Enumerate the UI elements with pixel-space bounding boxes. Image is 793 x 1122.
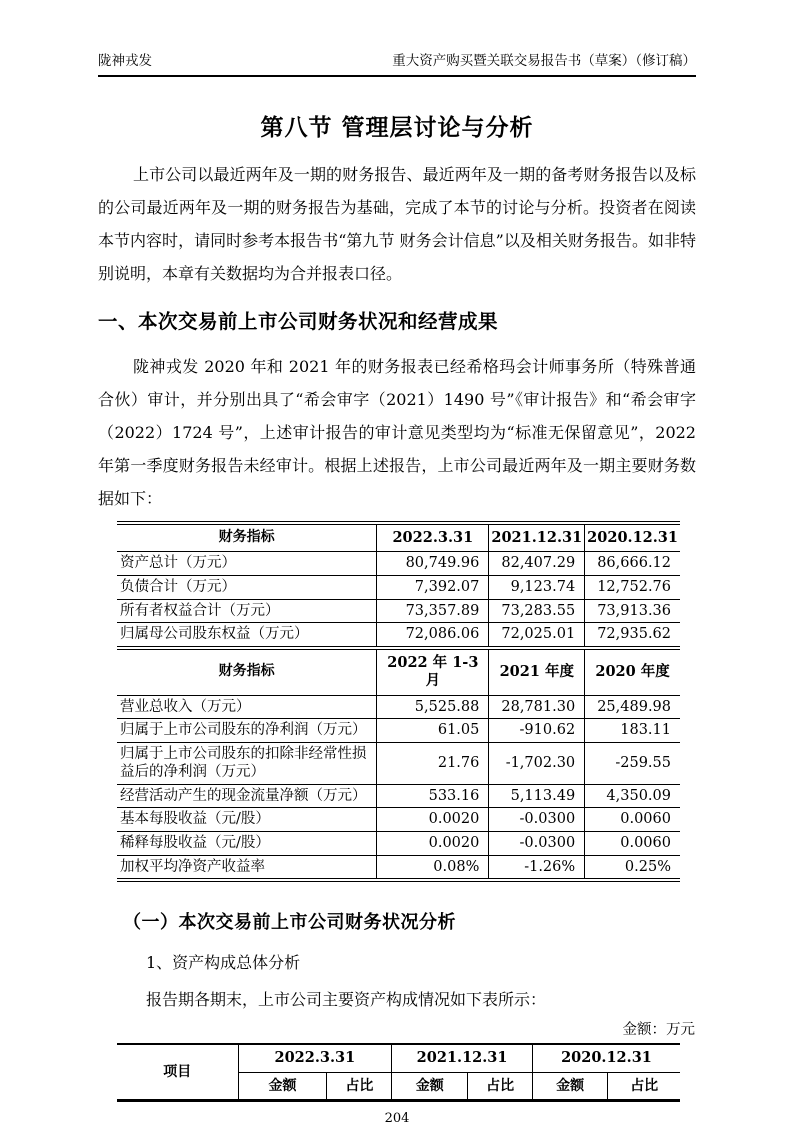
- row-value: -1,702.30: [489, 742, 585, 784]
- row-value: 533.16: [377, 784, 489, 808]
- row-value: 86,666.12: [585, 552, 680, 576]
- row-label: 经营活动产生的现金流量净额（万元）: [117, 784, 377, 808]
- column-header: 2022 年 1-3 月: [377, 648, 489, 696]
- row-value: 0.0020: [377, 808, 489, 832]
- table-row: [117, 552, 680, 576]
- row-label: 归属于上市公司股东的扣除非经常性损益后的净利润（万元）: [117, 742, 377, 784]
- column-header: 2020.12.31: [532, 1044, 680, 1072]
- row-value: 61.05: [377, 719, 489, 743]
- subsection-heading: （一）本次交易前上市公司财务状况分析: [123, 912, 456, 934]
- row-value: 0.0060: [585, 832, 680, 856]
- table-row: [117, 832, 680, 856]
- table-row: [117, 623, 680, 648]
- row-value: 4,350.09: [585, 784, 680, 808]
- row-value: 28,781.30: [489, 695, 585, 719]
- column-header: 项目: [117, 1044, 238, 1101]
- row-value: 73,283.55: [489, 599, 585, 623]
- intro-paragraph: 上市公司以最近两年及一期的财务报告、最近两年及一期的备考财务报告以及标的公司最近两年及一期的财务报告为基础，完成了本节的讨论与分析。投资者在阅读本节内容时，请同时参考本报告书“第九节 财务会计信息”以及相关财务报告。如非特别说明，本章有关数据均为合并报表口径。: [98, 164, 696, 283]
- row-value: -259.55: [585, 742, 680, 784]
- financial-summary-table: [117, 521, 680, 882]
- row-value: 12,752.76: [585, 575, 680, 599]
- row-value: 9,123.74: [489, 575, 585, 599]
- row-value: 5,113.49: [489, 784, 585, 808]
- column-header: 2020 年度: [585, 648, 680, 696]
- column-header: 财务指标: [117, 648, 377, 696]
- row-value: 0.0060: [585, 808, 680, 832]
- column-subheader: 金额: [392, 1072, 468, 1100]
- column-header: 2021 年度: [489, 648, 585, 696]
- table-row: [117, 719, 680, 743]
- row-value: 72,086.06: [377, 623, 489, 648]
- table-header-row: [117, 523, 680, 552]
- row-value: 0.25%: [585, 855, 680, 880]
- row-value: -0.0300: [489, 808, 585, 832]
- chapter-title: 第八节 管理层讨论与分析: [260, 114, 534, 141]
- table-header-row: [117, 1044, 680, 1072]
- table-row: [117, 575, 680, 599]
- section-heading: 一、本次交易前上市公司财务状况和经营成果: [98, 309, 499, 333]
- row-label: 归属母公司股东权益（万元）: [117, 623, 377, 648]
- row-value: -0.0300: [489, 832, 585, 856]
- row-label: 基本每股收益（元/股）: [117, 808, 377, 832]
- numbered-item: 1、资产构成总体分析: [146, 953, 301, 973]
- header-doc-title: 重大资产购买暨关联交易报告书（草案）（修订稿）: [392, 53, 696, 69]
- header-company-name: 陇神戎发: [98, 53, 152, 69]
- row-value: 82,407.29: [489, 552, 585, 576]
- column-subheader: 金额: [238, 1072, 327, 1100]
- section-paragraph: 陇神戎发 2020 年和 2021 年的财务报表已经希格玛会计师事务所（特殊普通合伙）审计，并分别出具了“希会审字（2021）1490 号”《审计报告》和“希会审字（2022）1724 号”，上述审计报告的审计意见类型均为“标准无保留意见”，2022 年第一季度财务报告未经审计。根据上述报告，上市公司最近两年及一期主要财务数据如下：: [98, 356, 696, 508]
- row-value: -910.62: [489, 719, 585, 743]
- table-row: [117, 855, 680, 880]
- table-row: [117, 742, 680, 784]
- row-label: 稀释每股收益（元/股）: [117, 832, 377, 856]
- asset-structure-table: [117, 1043, 680, 1102]
- row-label: 负债合计（万元）: [117, 575, 377, 599]
- row-value: 80,749.96: [377, 552, 489, 576]
- column-header: 2022.3.31: [377, 523, 489, 552]
- table-row: [117, 599, 680, 623]
- row-value: 7,392.07: [377, 575, 489, 599]
- column-subheader: 金额: [532, 1072, 607, 1100]
- column-header: 2021.12.31: [489, 523, 585, 552]
- row-label: 所有者权益合计（万元）: [117, 599, 377, 623]
- table-row: [117, 808, 680, 832]
- row-value: 0.0020: [377, 832, 489, 856]
- column-header: 财务指标: [117, 523, 377, 552]
- row-value: 73,913.36: [585, 599, 680, 623]
- row-label: 营业总收入（万元）: [117, 695, 377, 719]
- row-value: 183.11: [585, 719, 680, 743]
- row-label: 归属于上市公司股东的净利润（万元）: [117, 719, 377, 743]
- row-value: 73,357.89: [377, 599, 489, 623]
- table-row: [117, 784, 680, 808]
- row-value: 25,489.98: [585, 695, 680, 719]
- column-header: 2022.3.31: [238, 1044, 392, 1072]
- row-value: 0.08%: [377, 855, 489, 880]
- page-number: 204: [384, 1111, 410, 1122]
- column-subheader: 占比: [327, 1072, 392, 1100]
- row-value: -1.26%: [489, 855, 585, 880]
- row-label: 加权平均净资产收益率: [117, 855, 377, 880]
- row-label: 资产总计（万元）: [117, 552, 377, 576]
- table-row: [117, 695, 680, 719]
- row-value: 72,025.01: [489, 623, 585, 648]
- column-header: 2021.12.31: [392, 1044, 533, 1072]
- table-header-row: [117, 648, 680, 696]
- page-header: [98, 52, 696, 77]
- unit-note: 金额：万元: [622, 1022, 695, 1039]
- row-value: 72,935.62: [585, 623, 680, 648]
- column-header: 2020.12.31: [585, 523, 680, 552]
- column-subheader: 占比: [468, 1072, 533, 1100]
- row-value: 5,525.88: [377, 695, 489, 719]
- table-intro-paragraph: 报告期各期末，上市公司主要资产构成情况如下表所示：: [146, 990, 547, 1010]
- column-subheader: 占比: [608, 1072, 680, 1100]
- row-value: 21.76: [377, 742, 489, 784]
